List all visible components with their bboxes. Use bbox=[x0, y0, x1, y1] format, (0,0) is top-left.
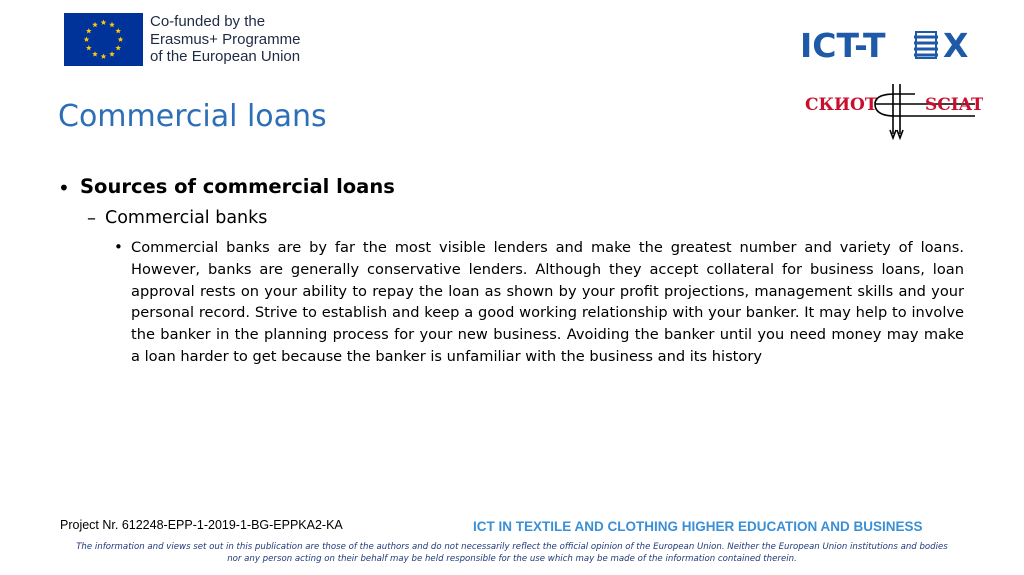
ict-tex-logo bbox=[800, 26, 980, 66]
skiot-sciat-logo bbox=[805, 82, 983, 142]
bullet-dot-icon: • bbox=[58, 176, 70, 200]
eu-star-icon bbox=[92, 22, 98, 27]
eu-text-line-1: Co-funded by the bbox=[150, 13, 266, 30]
slide-title: Commercial loans bbox=[58, 99, 327, 134]
project-number: Project Nr. 612248-EPP-1-2019-1-BG-EPPKA2-KA bbox=[60, 518, 343, 532]
eu-star-icon bbox=[115, 28, 121, 33]
svg-text:X: X bbox=[943, 26, 969, 65]
eu-star-icon bbox=[109, 51, 115, 56]
bullet-level-3-paragraph: Commercial banks are by far the most visible lenders and make the greatest number and variety of loans. However, banks are generally conservative lenders. Although they accept collateral for business loans, loan approval rests on your ability to repay the loan as shown by your profit projections, management skills and your personal record. Strive to establish and keep a good working relationship with your banker. It may help to involve the banker in the planning process for your new business. Avoiding the banker until you need money may make a loan harder to get because the banker is unfamiliar with the business and its history bbox=[131, 239, 964, 365]
eu-disclaimer: The information and views set out in this publication are those of the authors and do not necessarily reflect the official opinion of the European Union. Neither the European Union institutions and bodies nor any person acting on their behalf may be held responsible for the use which may be made of the information contained therein. bbox=[76, 542, 948, 564]
svg-text:ICT-T: ICT-T bbox=[800, 26, 886, 65]
eu-star-icon bbox=[118, 37, 124, 42]
eu-cofunded-text bbox=[150, 13, 350, 66]
bullet-dot-icon: • bbox=[114, 238, 123, 256]
eu-text-line-2: Erasmus+ Programme bbox=[150, 30, 301, 48]
eu-star-icon bbox=[84, 37, 90, 42]
spool-icon bbox=[914, 32, 938, 58]
eu-flag-icon bbox=[64, 13, 143, 66]
eu-star-icon bbox=[92, 51, 98, 56]
svg-text:СКИОТ: СКИОТ bbox=[805, 95, 878, 115]
bullet-dash-icon: – bbox=[87, 208, 96, 229]
eu-star-icon bbox=[109, 22, 115, 27]
svg-text:SCIAT: SCIAT bbox=[925, 95, 983, 115]
eu-star-icon bbox=[101, 20, 107, 25]
eu-text-line-3: of the European Union bbox=[150, 48, 301, 65]
footer-title: ICT IN TEXTILE AND CLOTHING HIGHER EDUCATION AND BUSINESS bbox=[473, 519, 923, 534]
eu-star-icon bbox=[115, 45, 121, 50]
eu-star-icon bbox=[86, 28, 92, 33]
eu-star-icon bbox=[86, 45, 92, 50]
bullet-level-2: Commercial banks bbox=[105, 208, 268, 228]
bullet-level-1: Sources of commercial loans bbox=[80, 175, 395, 198]
eu-star-icon bbox=[101, 54, 107, 59]
